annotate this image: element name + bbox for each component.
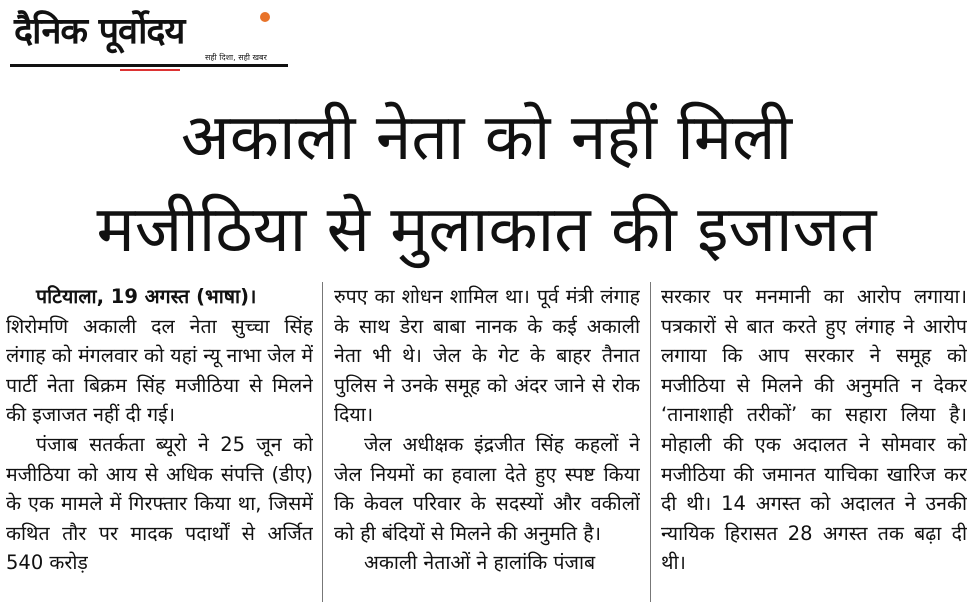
paragraph: पंजाब सतर्कता ब्यूरो ने 25 जून को मजीठिया को आय से अधिक संपत्ति (डीए) के एक मामले में गिरफ्तार किया था, जिसमें कथित तौर पर मादक पदार्थों से अर्जित 540 करोड़ <box>6 432 313 575</box>
paragraph: शिरोमणि अकाली दल नेता सुच्चा सिंह लंगाह को मंगलवार को यहां न्यू नाभा जेल में पार्टी नेता बिक्रम सिंह मजीठिया से मिलने की इजाजत नहीं दी गई। <box>6 314 313 427</box>
logo-dot-icon <box>260 12 270 22</box>
column-1 <box>6 282 313 602</box>
dateline <box>6 282 313 312</box>
article-body <box>0 282 973 602</box>
headline <box>0 92 973 276</box>
tagline: सही दिशा, सही खबर <box>205 53 267 62</box>
dateline-text: पटियाला, 19 अगस्त (भाषा)। <box>36 285 257 308</box>
masthead <box>10 6 288 72</box>
newspaper-logo: दैनिक पूर्वोदय <box>14 11 185 52</box>
column-divider <box>650 282 651 602</box>
paragraph: रुपए का शोधन शामिल था। पूर्व मंत्री लंगाह के साथ डेरा बाबा नानक के कई अकाली नेता भी थे। जेल के गेट के बाहर तैनात पुलिस ने उनके समूह को अंदर जाने से रोक दिया। <box>334 285 640 427</box>
masthead-rule <box>10 64 288 67</box>
headline-line-2: मजीठिया से मुलाकात की इजाजत <box>96 193 877 267</box>
headline-line-1: अकाली नेता को नहीं मिली <box>180 101 793 175</box>
paragraph: अकाली नेताओं ने हालांकि पंजाब <box>364 551 596 575</box>
paragraph: सरकार पर मनमानी का आरोप लगाया। पत्रकारों से बात करते हुए लंगाह ने आरोप लगाया कि आप सरकार ने समूह को मजीठिया से मिलने की अनुमति न देकर ‘तानाशाही तरीकों’ का सहारा लिया है। मोहाली की एक अदालत ने सोमवार को मजीठिया की जमानत याचिका खारिज कर दी थी। 14 अगस्त को अदालत ने उनकी न्यायिक हिरासत 28 अगस्त तक बढ़ा दी थी। <box>661 285 967 575</box>
column-2 <box>334 282 640 602</box>
masthead-accent-rule <box>120 69 180 71</box>
column-3 <box>661 282 967 602</box>
column-divider <box>322 282 323 602</box>
paragraph: जेल अधीक्षक इंद्रजीत सिंह कहलों ने जेल नियमों का हवाला देते हुए स्पष्ट किया कि केवल परिवार के सदस्यों और वकीलों को ही बंदियों से मिलने की अनुमति है। <box>334 432 640 545</box>
